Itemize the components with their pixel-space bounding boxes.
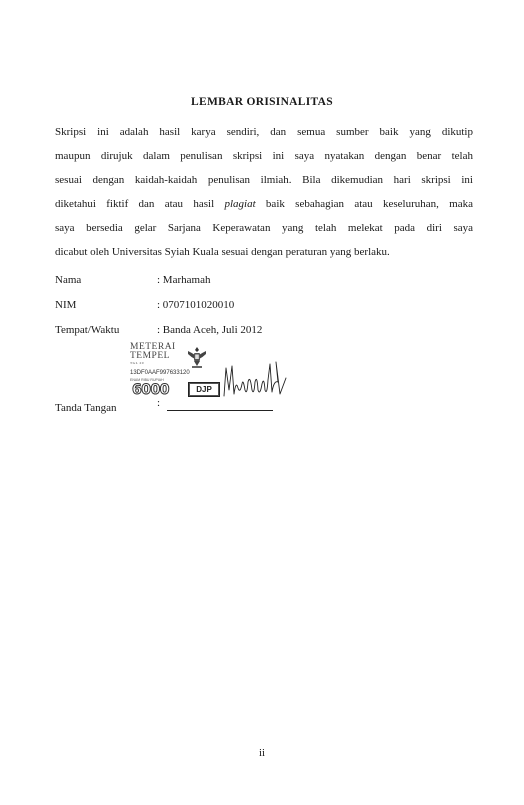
paragraph-line: saya bersedia gelar Sarjana Keperawatan yang telah melekat pada diri saya bbox=[55, 222, 473, 234]
paragraph-line: Skripsi ini adalah hasil karya sendiri, dan semua sumber baik yang dikutip bbox=[55, 126, 473, 138]
nama-value: : Marhamah bbox=[157, 274, 211, 286]
paragraph-line: sesuai dengan kaidah-kaidah penulisan ilmiah. Bila dikemudian hari skripsi ini bbox=[55, 174, 473, 186]
revenue-stamp bbox=[130, 342, 223, 398]
paragraph-text: baik sebahagian atau keseluruhan, maka bbox=[255, 198, 474, 210]
paragraph-line: maupun dirujuk dalam penulisan skripsi ini saya nyatakan dengan benar telah bbox=[55, 150, 473, 162]
stamp-line1: METERAI bbox=[130, 342, 176, 352]
italic-term: plagiat bbox=[224, 198, 256, 210]
nim-label: NIM bbox=[55, 299, 77, 311]
stamp-fine-print: ENAM RIBU RUPIAH bbox=[130, 378, 164, 382]
stamp-mark bbox=[188, 382, 220, 397]
paragraph-text: diketahui fiktif dan atau hasil bbox=[55, 198, 225, 210]
stamp-small-text: TGL 20 bbox=[130, 361, 145, 365]
page-title: LEMBAR ORISINALITAS bbox=[191, 96, 333, 108]
page-number: ii bbox=[258, 747, 266, 759]
garuda-emblem-icon bbox=[186, 345, 208, 369]
tempat-waktu-label: Tempat/Waktu bbox=[55, 324, 120, 336]
stamp-serial: 13DF0AAF997633120 bbox=[130, 370, 190, 376]
signature-line bbox=[167, 410, 273, 411]
stamp-mark-text: DJP bbox=[190, 384, 218, 395]
handwritten-signature bbox=[220, 360, 290, 400]
stamp-title bbox=[130, 343, 176, 365]
paragraph-line bbox=[55, 192, 473, 216]
tempat-waktu-value: : Banda Aceh, Juli 2012 bbox=[157, 324, 263, 336]
stamp-value: 6000 bbox=[132, 382, 169, 398]
statement-paragraph bbox=[55, 120, 473, 264]
stamp-line2: TEMPEL bbox=[130, 351, 170, 361]
nim-value: : 0707101020010 bbox=[157, 299, 235, 311]
tanda-tangan-colon: : bbox=[157, 397, 161, 409]
tanda-tangan-label: Tanda Tangan bbox=[55, 402, 117, 414]
nama-label: Nama bbox=[55, 274, 82, 286]
paragraph-line: dicabut oleh Universitas Syiah Kuala sesuai dengan peraturan yang berlaku. bbox=[55, 246, 390, 258]
